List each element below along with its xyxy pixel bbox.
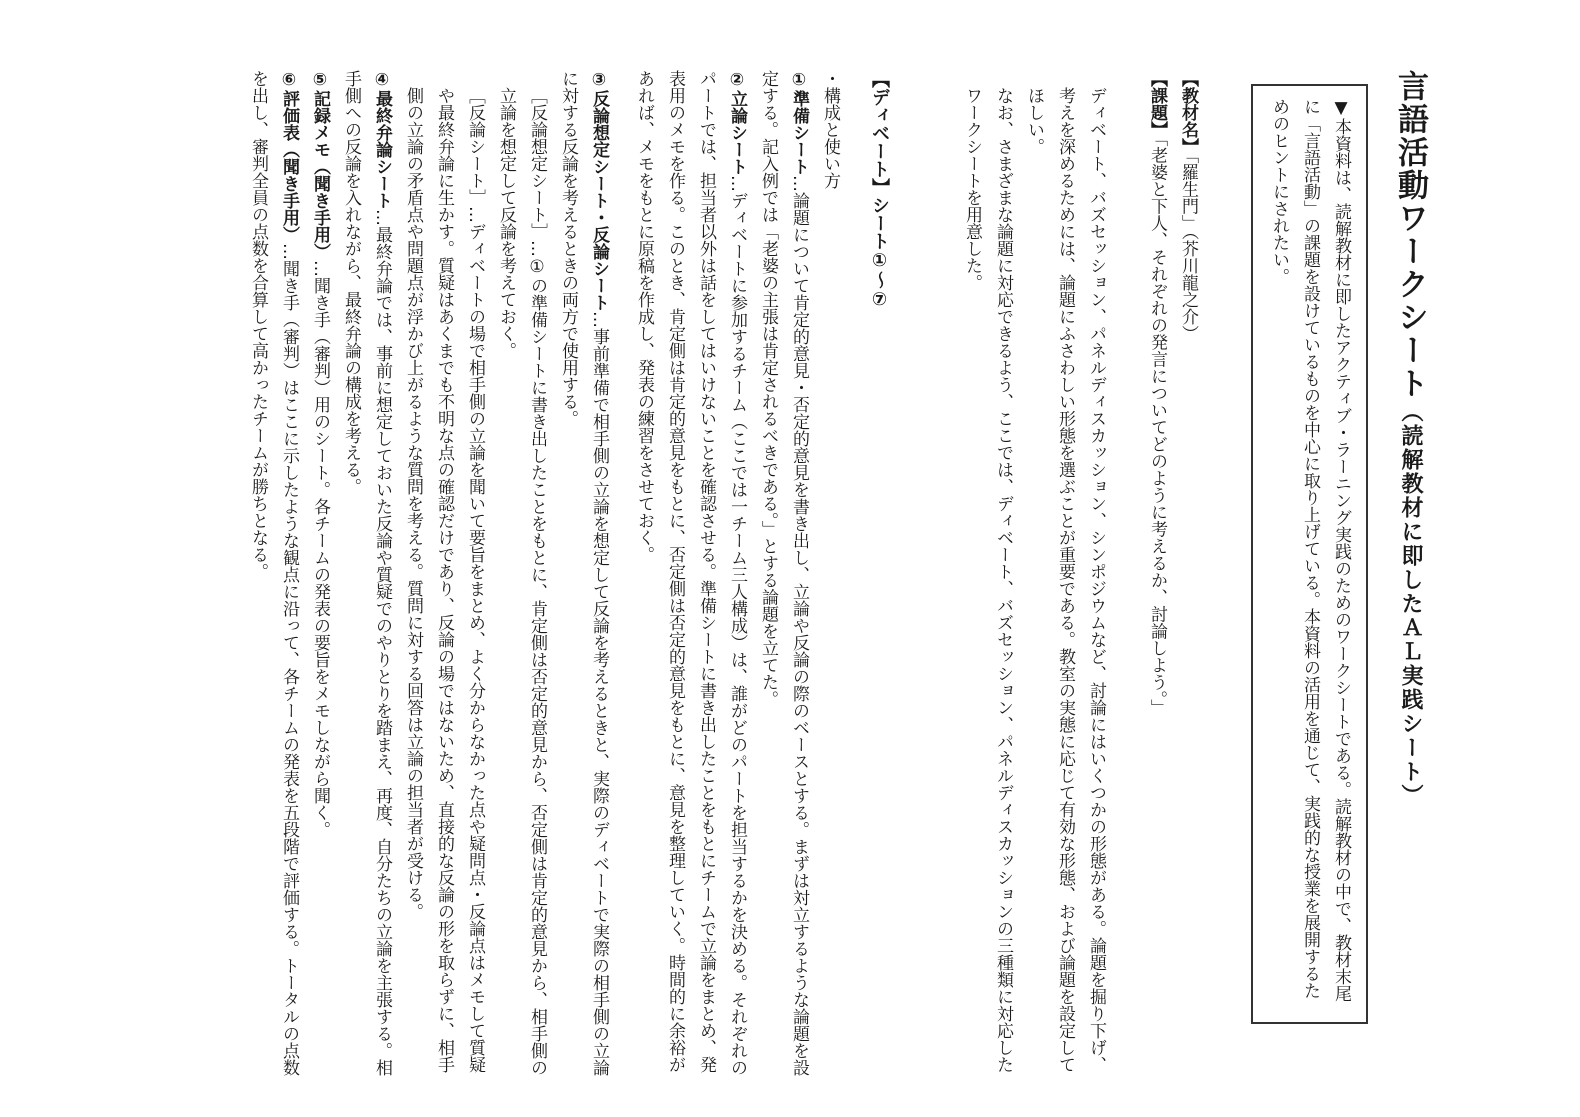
sub-item-assumed-rebuttal <box>490 70 552 1077</box>
item-record-memo <box>304 70 335 1077</box>
meta-block <box>1141 70 1203 1077</box>
item-head: ②立論シート <box>727 70 747 175</box>
note-box <box>1251 84 1368 1024</box>
material-label: 【教材名】 <box>1178 70 1198 155</box>
item-preparation <box>752 70 814 1077</box>
item-head: ①準備シート <box>789 70 809 175</box>
material-line <box>1172 70 1203 1077</box>
sub-item-rebuttal-sheet <box>397 70 490 1077</box>
sub-item-head: ［反論想定シート］ <box>527 87 547 240</box>
item-body: …聞き手（審判）用のシート。各チームの発表の要旨をメモしながら聞く。 <box>310 260 330 838</box>
usage-heading: ・構成と使い方 <box>820 70 840 189</box>
material-value: 「羅生門」（芥川龍之介） <box>1178 155 1198 342</box>
item-body: …ディベートに参加するチーム（ここでは一チーム三人構成）は、誰がどのパートを担当するかを決める。それぞれのパートでは、担当者以外は話をしてはいけないことを確認させる。準備シートに書き出したことをもとにチームで立論をまとめ、発表用のメモを作る。このとき、肯定側は肯定的意見をもとに、否定側は否定的意見をもとに、意見を整理していく。時間的に余裕があれば、メモをもとに原稿を作成し、発表の練習をさせておく。 <box>634 70 747 1076</box>
item-body: …論題について肯定的意見・否定的意見を書き出し、立論や反論の際のベースとする。まずは対立するような論題を設定する。記入例では「老婆の主張は肯定されるべきである。」とする論題を立てた。 <box>758 70 809 1076</box>
title-sub: （読解教材に即したＡＬ実践シート） <box>1398 400 1423 808</box>
note-text: ▼本資料は、読解教材に即したアクティブ・ラーニング実践のためのワークシートである。読解教材の中で、教材末尾に「言語活動」の課題を設けているものを中心に取り上げている。本資料の活用を通じて、実践的な授業を展開するためのヒントにされたい。 <box>1269 98 1351 1002</box>
item-head: ④最終弁論シート <box>372 70 392 209</box>
item-body: …聞き手（審判）はここに示したような観点に沿って、各チームの発表を五段階で評価する。トータルの点数を出し、審判全員の点数を合算して高かったチームが勝ちとなる。 <box>248 70 299 1076</box>
sub-item-body: …①の準備シートに書き出したことをもとに、肯定側は否定的意見から、否定側は肯定的意見から、相手側の立論を想定して反論を考えておく。 <box>496 87 547 1076</box>
item-final-argument <box>335 70 397 1077</box>
item-argument <box>628 70 752 1077</box>
sub-item-body: …ディベートの場で相手側の立論を聞いて要旨をまとめ、よく分からなかった点や疑問点・反論点はメモして質疑や最終弁論に生かす。質疑はあくまでも不明な点の確認だけであり、反論の場ではないため、直接的な反論の形を取らずに、相手側の立論の矛盾点や問題点が浮かび上がるような質問を考える。質問に対する回答は立論の担当者が受ける。 <box>403 87 485 1073</box>
intro-block <box>956 70 1111 1077</box>
task-value: 「老婆と下人、それぞれの発言についてどのように考えるか、討論しよう。」 <box>1147 138 1167 716</box>
page-title <box>1390 70 1430 1077</box>
item-head: ⑥評価表（聞き手用） <box>279 70 299 243</box>
item-body: …事前準備で相手側の立論を想定して反論を考えるときと、実際のディベートで実際の相手側の立論に対する反論を考えるときの両方で使用する。 <box>558 70 609 1076</box>
sub-item-head: ［反論シート］ <box>465 87 485 206</box>
title-main: 言語活動ワークシート <box>1392 70 1428 400</box>
task-label: 【課題】 <box>1147 70 1167 138</box>
item-head: ⑤記録メモ（聞き手用） <box>310 70 330 260</box>
item-rebuttal <box>552 70 614 1077</box>
task-line <box>1141 70 1172 1077</box>
debate-heading: 【ディベート】シート①〜⑦ <box>869 70 890 310</box>
item-body: …最終弁論では、事前に想定しておいた反論や質疑でのやりとりを踏まえ、再度、自分たちの立論を主張する。相手側への反論を入れながら、最終弁論の構成を考える。 <box>341 70 392 1076</box>
intro-paragraph: なお、さまざまな論題に対応できるよう、ここでは、ディベート、バズセッション、パネルディスカッションの三種類に対応したワークシートを用意した。 <box>962 87 1013 1073</box>
intro-paragraph: ディベート、バズセッション、パネルディスカッション、シンポジウムなど、討論にはいくつかの形態がある。論題を掘り下げ、考えを深めるためには、論題にふさわしい形態を選ぶことが重要である。教室の実態に応じて有効な形態、および論題を設定してほしい。 <box>1024 87 1106 1073</box>
item-head: ③反論想定シート・反論シート <box>589 70 609 311</box>
item-evaluation <box>242 70 304 1077</box>
